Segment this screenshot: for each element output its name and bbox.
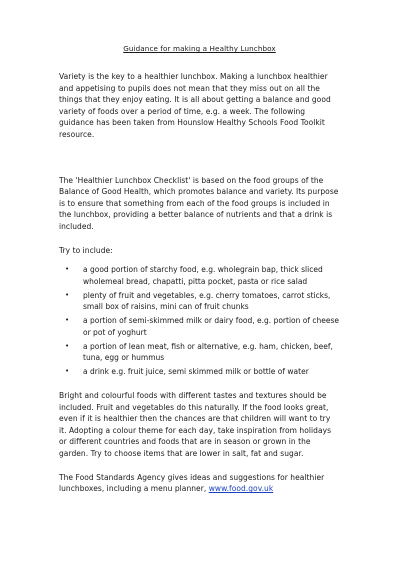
list-item-text: a portion of lean meat, fish or alternative, e.g. ham, chicken, beef, tuna, egg or hummus: [83, 341, 333, 363]
checklist-paragraph: The 'Healthier Lunchbox Checklist' is based on the food groups of the Balance of Good Health, which promotes balance and variety. Its purpose is to ensure that something from each of the food groups is included in the lunchbox, providing a better balance of nutrients and that a drink is included.: [59, 175, 339, 231]
list-item-text: a drink e.g. fruit juice, semi skimmed milk or bottle of water: [83, 367, 309, 377]
bullet-icon: •: [65, 341, 70, 350]
list-item-text: a good portion of starchy food, e.g. wholegrain bap, thick sliced wholemeal bread, chapatti, pitta pocket, pasta or rice salad: [83, 265, 323, 286]
try-to-include-label: Try to include:: [59, 245, 113, 255]
include-list: [59, 264, 340, 378]
list-item: [59, 366, 340, 378]
intro-paragraph: Variety is the key to a healthier lunchbox. Making a lunchbox healthier and appetising to pupils does not mean that they miss out on all the things that they enjoy eating. It is all about getting a balance and good variety of foods over a period of time, e.g. a week. The following guidance has been taken from Hounslow Healthy Schools Food Toolkit resource.: [59, 72, 331, 139]
bullet-icon: •: [65, 290, 70, 299]
list-item: [59, 341, 340, 364]
bullet-icon: •: [65, 265, 70, 274]
bullet-icon: •: [65, 367, 70, 376]
list-item: [59, 264, 340, 287]
food-standards-text: The Food Standards Agency gives ideas and suggestions for healthier lunchboxes, including a menu planner,: [59, 472, 325, 494]
bullet-icon: •: [65, 316, 70, 325]
list-item: [59, 315, 340, 338]
list-item-text: plenty of fruit and vegetables, e.g. cherry tomatoes, carrot sticks, small box of raisins, mini can of fruit chunks: [83, 290, 331, 312]
colourful-foods-paragraph: Bright and colourful foods with different tastes and textures should be included. Fruit and vegetables do this naturally. If the food looks great, even if it is healthier then the chances are that children will want to try it. Adopting a colour theme for each day, take inspiration from holidays or different countries and foods that are in season or grown in the garden. Try to choose items that are lower in salt, fat and sugar.: [59, 391, 332, 458]
list-item: [59, 290, 340, 313]
food-gov-link[interactable]: www.food.gov.uk: [208, 484, 274, 494]
page-title: Guidance for making a Healthy Lunchbox: [123, 44, 276, 53]
food-standards-paragraph: [59, 472, 340, 495]
list-item-text: a portion of semi-skimmed milk or dairy food, e.g. portion of cheese or pot of yoghurt: [83, 316, 339, 337]
